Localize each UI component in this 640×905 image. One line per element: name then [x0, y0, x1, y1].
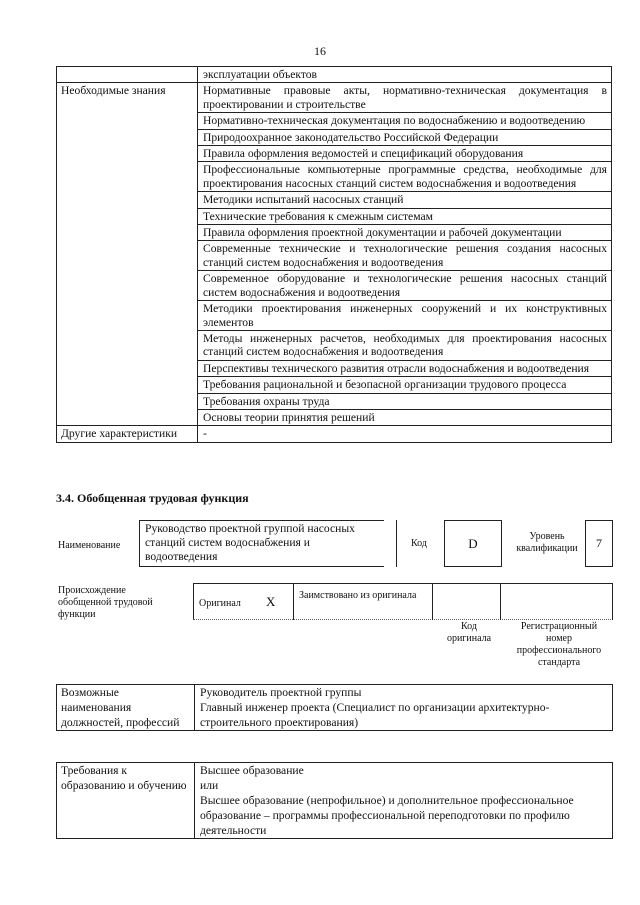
origin-right-border: [612, 583, 614, 620]
origin-label: Происхождение обобщенной трудовой функции: [58, 585, 153, 620]
education-label: Требования к образованию и обучению: [57, 763, 195, 839]
page-number: 16: [314, 44, 326, 58]
table-row: [57, 67, 612, 83]
education-values: [195, 763, 613, 839]
borrowed-label: Заимствовано из оригинала: [299, 590, 417, 601]
row-value: Требования охраны труда: [198, 393, 612, 409]
education-item: или: [200, 779, 219, 792]
row-value: Методы инженерных расчетов, необходимых для проектирования насосных станций систем водоснабжения и водоотведения: [198, 330, 612, 360]
section-title: 3.4. Обобщенная трудовая функция: [56, 491, 249, 505]
position-item: Главный инженер проекта (Специалист по организации архитектурно-строительного проектирования): [200, 701, 550, 729]
row-value: Нормативно-техническая документация по водоснабжению и водоотведению: [198, 113, 612, 129]
row-value: Современное оборудование и технологические решения насосных станций систем водоснабжения и водоотведения: [198, 271, 612, 301]
level-value: 7: [585, 520, 613, 567]
position-item: Руководитель проектной группы: [200, 686, 362, 699]
education-item: Высшее образование: [200, 764, 304, 777]
original-label: Оригинал: [199, 598, 241, 609]
row-value: Методики проектирования инженерных сооружений и их конструктивных элементов: [198, 301, 612, 331]
code-label: Код: [411, 538, 427, 549]
origin-divider-1: [293, 583, 294, 620]
row-label: Другие характеристики: [57, 426, 198, 442]
knowledge-table: [56, 66, 612, 443]
row-label: [57, 67, 198, 83]
row-value: Правила оформления проектной документации и рабочей документации: [198, 225, 612, 241]
original-mark: X: [266, 594, 276, 609]
table-row: [57, 426, 612, 442]
reg-caption: Регистрационный номер профессионального стандарта: [516, 621, 602, 668]
function-name-border: [383, 520, 397, 567]
row-value: Правила оформления ведомостей и спецификаций оборудования: [198, 146, 612, 162]
row-value: эксплуатации объектов: [198, 67, 612, 83]
row-label: Необходимые знания: [57, 83, 198, 426]
code-value: D: [444, 520, 502, 567]
education-item: Высшее образование (непрофильное) и дополнительное профессиональное образование – программы профессиональной переподготовки по профилю деятельности: [200, 794, 574, 837]
row-value: Нормативные правовые акты, нормативно-техническая документация в проектировании и строительстве: [198, 83, 612, 113]
row-value: Современные технические и технологические решения создания насосных станций систем водоснабжения и водоотведения: [198, 241, 612, 271]
table-row: [57, 83, 612, 113]
row-value: Технические требования к смежным системам: [198, 208, 612, 224]
positions-table: [56, 684, 613, 731]
code-caption: Код оригинала: [446, 621, 492, 644]
row-value: Перспективы технического развития отрасли водоснабжения и водоотведения: [198, 360, 612, 376]
education-table: [56, 762, 613, 839]
row-value: Требования рациональной и безопасной организации трудового процесса: [198, 377, 612, 393]
origin-divider-3: [500, 583, 501, 620]
function-name: Руководство проектной группой насосных станций систем водоснабжения и водоотведения: [139, 520, 384, 567]
row-value: Основы теории принятия решений: [198, 409, 612, 425]
positions-label: Возможные наименования должностей, профессий: [57, 685, 195, 731]
row-value: -: [198, 426, 612, 442]
positions-values: [195, 685, 613, 731]
origin-divider-2: [432, 583, 433, 620]
row-value: Природоохранное законодательство Российской Федерации: [198, 129, 612, 145]
name-label: Наименование: [58, 540, 121, 551]
row-value: Профессиональные компьютерные программные средства, необходимые для проектирования насосных станций систем водоснабжения и водоотведения: [198, 162, 612, 192]
row-value: Методики испытаний насосных станций: [198, 192, 612, 208]
level-label: Уровень квалификации: [516, 531, 578, 554]
